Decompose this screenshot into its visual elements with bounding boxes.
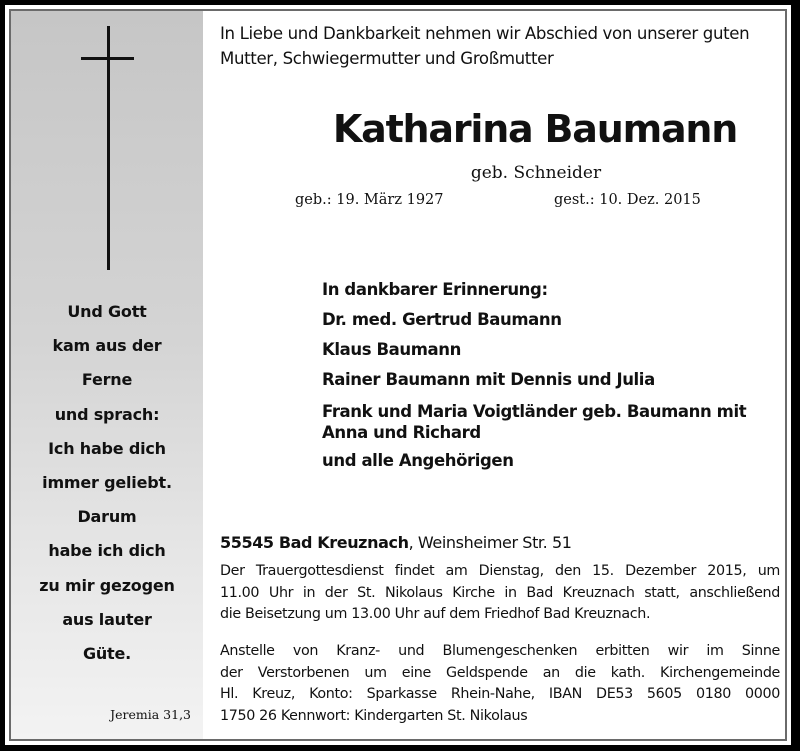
service-line: die Beisetzung um 13.00 Uhr auf dem Friedhof Bad Kreuznach. [220,606,651,622]
mourners-list [322,275,762,476]
intro-line: Mutter, Schwiegermutter und Großmutter [220,49,554,68]
donation-line: 1750 26 Kennwort: Kindergarten St. Nikolaus [220,707,528,724]
cross-horizontal-bar [81,57,134,60]
left-panel [11,11,203,739]
service-line: Der Trauergottesdienst findet am Dienstag, den 15. Dezember 2015, um [220,563,780,579]
verse-line: Ferne [81,370,133,390]
mourner-name: Rainer Baumann mit Dennis und Julia [322,370,655,389]
verse-line: und sprach: [54,404,160,424]
cross-vertical-bar [107,26,110,270]
verse-line: immer geliebt. [42,473,172,493]
address [220,533,572,552]
verse-line: aus lauter [62,609,152,629]
verse-line: Ich habe dich [48,438,166,458]
verse-reference: Jeremia 31,3 [110,707,191,722]
address-street: , Weinsheimer Str. 51 [408,533,572,552]
mourner-name: Frank und Maria Voigtländer geb. Baumann mit Anna und Richard [322,402,747,442]
funeral-service-notice [220,561,780,626]
verse-line: Güte. [82,644,132,664]
mourner-name: Dr. med. Gertrud Baumann [322,310,562,329]
birth-date: geb.: 19. März 1927 [295,192,444,208]
mourner-name: und alle Angehörigen [322,451,514,470]
verse-line: kam aus der [52,336,162,356]
verse-line: Und Gott [67,302,147,321]
donation-line: Anstelle von Kranz- und Blumengeschenken erbitten wir im Sinne [220,643,780,659]
mourners-heading: In dankbarer Erinnerung: [322,280,548,299]
maiden-name: geb. Schneider [470,163,602,183]
verse-line: habe ich dich [48,541,166,561]
donation-notice [220,641,780,727]
donation-line: der Verstorbenen um eine Geldspende an die kath. Kirchengemeinde [220,664,780,681]
verse-line: Darum [77,507,137,527]
intro-text [220,21,749,71]
intro-line: In Liebe und Dankbarkeit nehmen wir Abschied von unserer guten [220,24,750,43]
mourner-name: Klaus Baumann [322,340,461,359]
main-content [210,0,800,751]
service-line: 11.00 Uhr in der St. Nikolaus Kirche in Bad Kreuznach statt, anschließend [220,584,780,601]
death-date: gest.: 10. Dez. 2015 [554,192,701,208]
address-city: 55545 Bad Kreuznach [220,533,409,552]
donation-line: Hl. Kreuz, Konto: Sparkasse Rhein-Nahe, IBAN DE53 5605 0180 0000 [220,686,780,702]
verse-line: zu mir gezogen [39,575,175,595]
bible-verse [11,295,203,671]
deceased-name: Katharina Baumann [332,107,738,151]
